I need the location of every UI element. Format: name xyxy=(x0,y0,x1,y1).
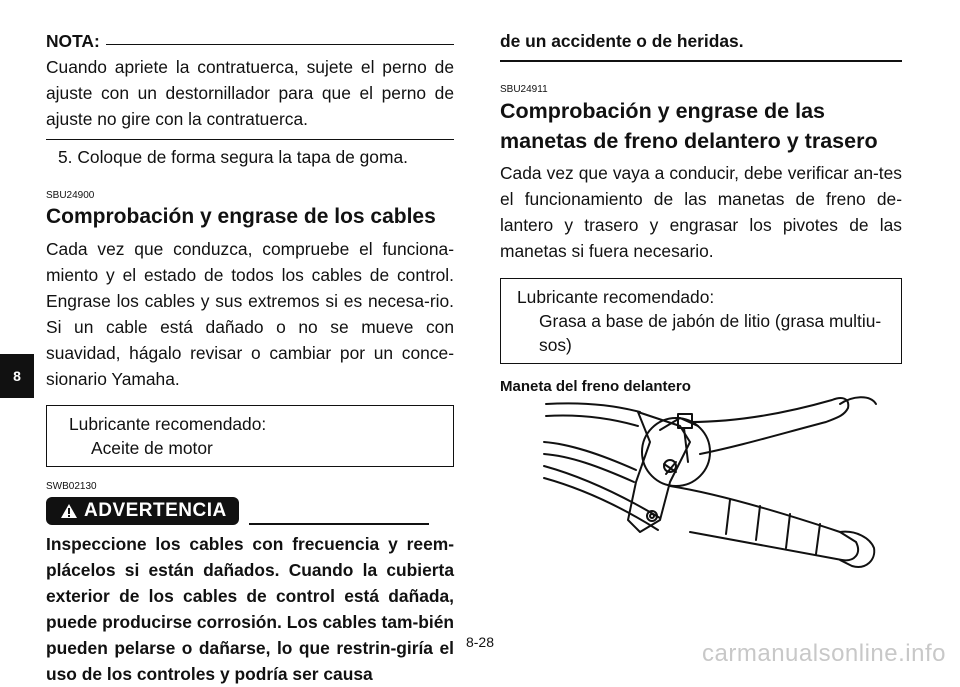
figure-caption: Maneta del freno delantero xyxy=(500,378,691,395)
lubricant-label: Lubricante recomendado: xyxy=(69,414,267,434)
page-number: 8-28 xyxy=(465,634,495,650)
warning-badge xyxy=(46,497,239,525)
warning-label: ADVERTENCIA xyxy=(84,500,227,521)
note-title: NOTA: xyxy=(46,31,100,51)
warning-header xyxy=(46,497,454,525)
lubricant-value: Aceite de motor xyxy=(91,438,213,458)
lubricant-label: Lubricante recomendado: xyxy=(517,287,715,307)
section-title-levers-line1: Comprobación y engrase de las xyxy=(500,99,825,123)
section-title-levers-line2: manetas de freno delantero y trasero xyxy=(500,129,878,153)
note-heading xyxy=(46,28,454,54)
left-column xyxy=(46,28,454,687)
lubricant-box-levers xyxy=(500,278,902,364)
lubricant-box-cables xyxy=(46,405,454,467)
note-text: Cuando apriete la contratuerca, sujete el perno de ajuste con un destornillador para que el perno de ajuste no gire con la contratuerca. xyxy=(46,57,454,129)
note-end-rule xyxy=(46,139,454,140)
chapter-tab: 8 xyxy=(0,354,34,398)
warning-code: SWB02130 xyxy=(46,481,97,492)
section-code-levers: SBU24911 xyxy=(500,84,548,95)
watermark: carmanualsonline.info xyxy=(702,640,946,667)
warning-end-rule xyxy=(500,60,902,62)
lubricant-value: Grasa a base de jabón de litio (grasa multiu-sos) xyxy=(539,311,882,355)
front-brake-lever-illustration xyxy=(540,382,900,592)
levers-paragraph: Cada vez que vaya a conducir, debe verificar an-tes el funcionamiento de las manetas de freno de-lantero y trasero y engrasar los pivotes de las manetas si fuera necesario. xyxy=(500,163,902,261)
warning-rule xyxy=(249,523,429,525)
warning-continuation: de un accidente o de heridas. xyxy=(500,31,744,51)
warning-triangle-icon xyxy=(60,503,78,519)
note-rule xyxy=(106,44,454,45)
right-column xyxy=(500,28,902,398)
section-code-cables: SBU24900 xyxy=(46,190,95,201)
step-5: 5. Coloque de forma segura la tapa de goma. xyxy=(58,147,408,167)
warning-text: Inspeccione los cables con frecuencia y reem-plácelos si están dañados. Cuando la cubierta exterior de los cables de control está dañada, puede producirse corrosión. Los cables tam-bién pueden pelarse o dañarse, lo que restrin-giría el uso de los controles y podría ser causa xyxy=(46,534,454,684)
section-title-cables: Comprobación y engrase de los cables xyxy=(46,205,436,228)
cables-paragraph: Cada vez que conduzca, compruebe el funciona-miento y el estado de todos los cables de control. Engrase los cables y sus extremos si es necesa-rio. Si un cable está dañado o no se mueve con suavidad, hágalo revisar o cambiar por un conce-sionario Yamaha. xyxy=(46,239,454,389)
